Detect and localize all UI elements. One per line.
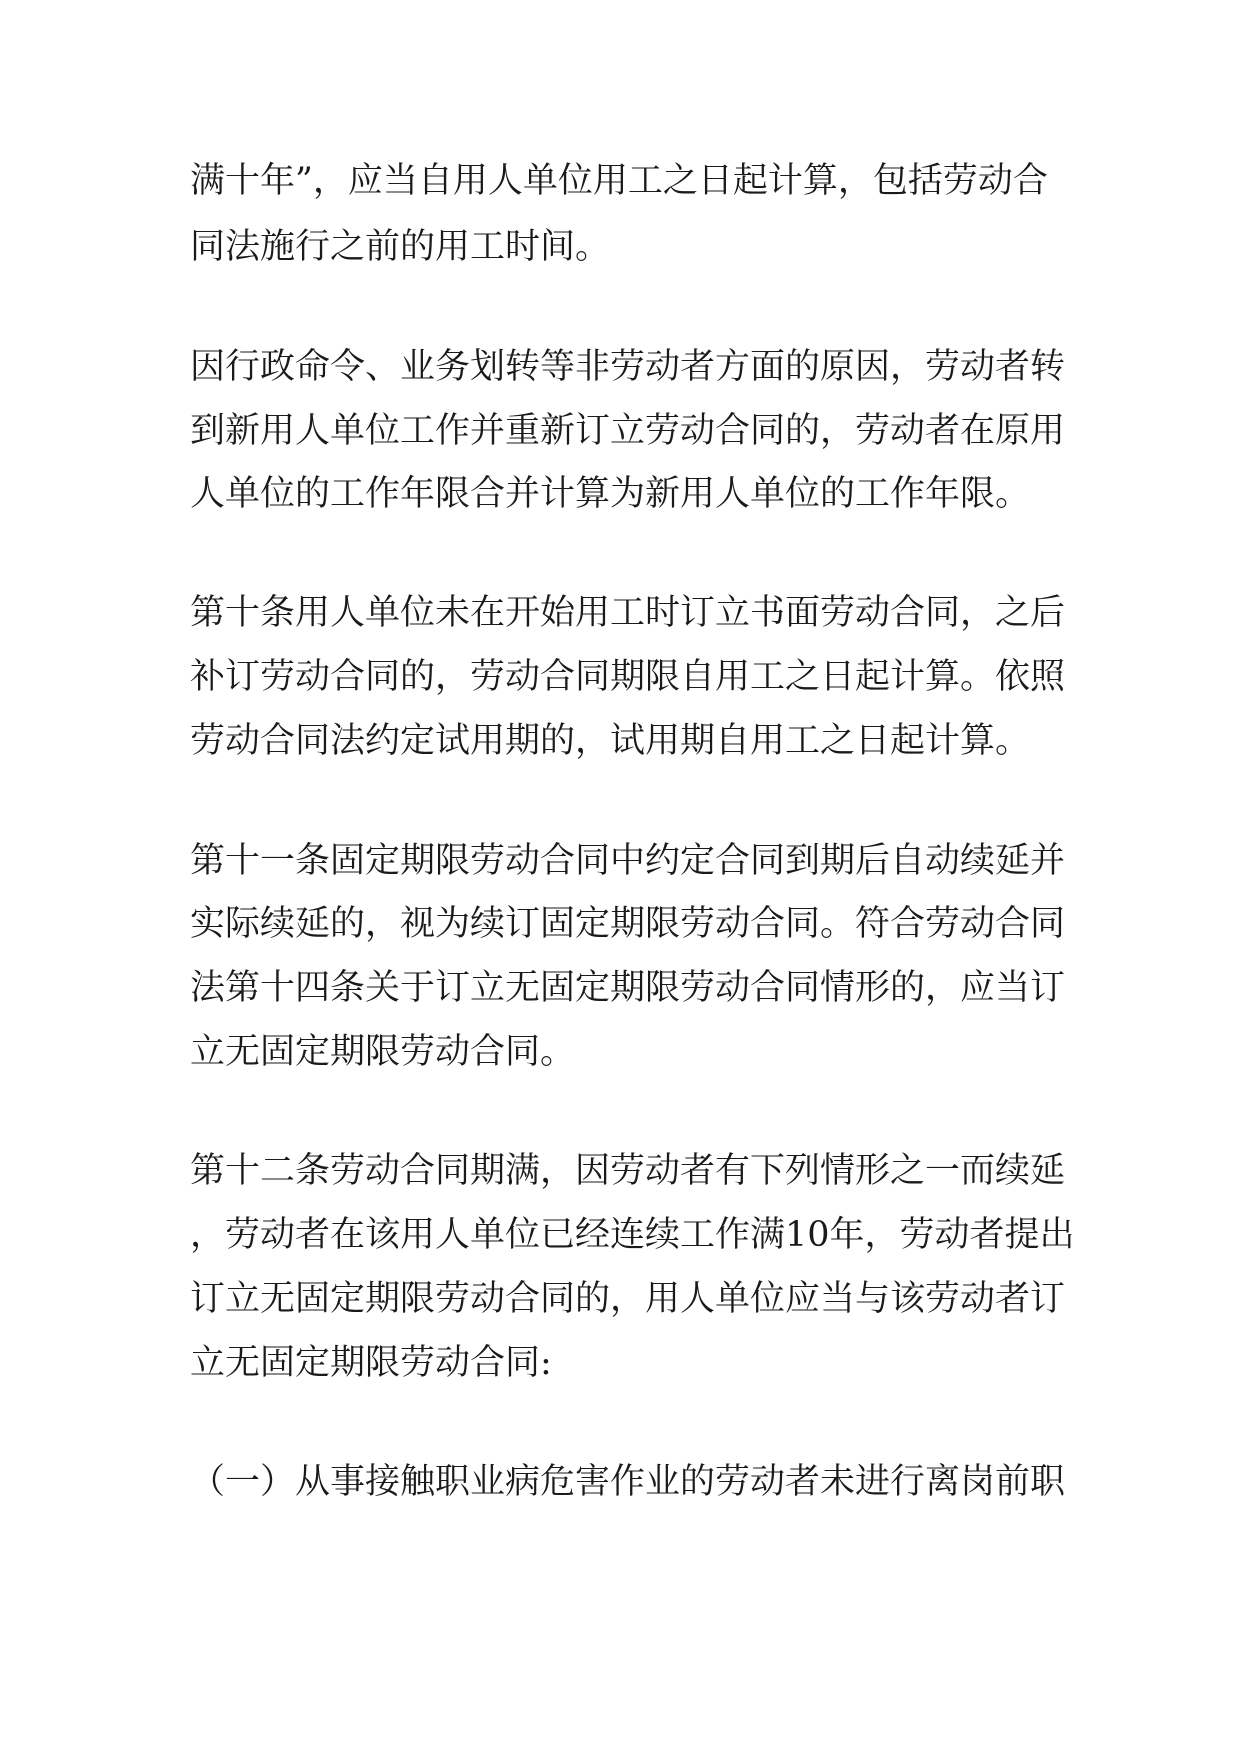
paragraph-3-line-1: 第十条用人单位未在开始用工时订立书面劳动合同，之后	[190, 593, 1066, 633]
paragraph-3-line-3: 劳动合同法约定试用期的，试用期自用工之日起计算。	[190, 721, 1031, 761]
paragraph-5-line-1: 第十二条劳动合同期满，因劳动者有下列情形之一而续延	[190, 1151, 1066, 1191]
paragraph-4-line-4: 立无固定期限劳动合同。	[190, 1032, 576, 1072]
paragraph-5-line-3: 订立无固定期限劳动合同的，用人单位应当与该劳动者订	[190, 1279, 1066, 1319]
paragraph-4-line-3: 法第十四条关于订立无固定期限劳动合同情形的，应当订	[190, 968, 1066, 1008]
paragraph-4-line-1: 第十一条固定期限劳动合同中约定合同到期后自动续延并	[190, 841, 1066, 881]
paragraph-3-line-2: 补订劳动合同的，劳动合同期限自用工之日起计算。依照	[190, 657, 1066, 697]
paragraph-4-line-2: 实际续延的，视为续订固定期限劳动合同。符合劳动合同	[190, 904, 1066, 944]
paragraph-2-line-1: 因行政命令、业务划转等非劳动者方面的原因，劳动者转	[190, 347, 1066, 387]
paragraph-2-line-3: 人单位的工作年限合并计算为新用人单位的工作年限。	[190, 474, 1031, 514]
paragraph-6-line-1: （一）从事接触职业病危害作业的劳动者未进行离岗前职	[190, 1462, 1066, 1502]
paragraph-5-line-2: ，劳动者在该用人单位已经连续工作满10年，劳动者提出	[190, 1215, 1075, 1255]
paragraph-5-line-4: 立无固定期限劳动合同:	[190, 1343, 552, 1383]
paragraph-1-line-1: 满十年”，应当自用人单位用工之日起计算，包括劳动合	[190, 161, 1048, 201]
paragraph-1-line-2: 同法施行之前的用工时间。	[190, 227, 611, 267]
paragraph-2-line-2: 到新用人单位工作并重新订立劳动合同的，劳动者在原用	[190, 411, 1066, 451]
